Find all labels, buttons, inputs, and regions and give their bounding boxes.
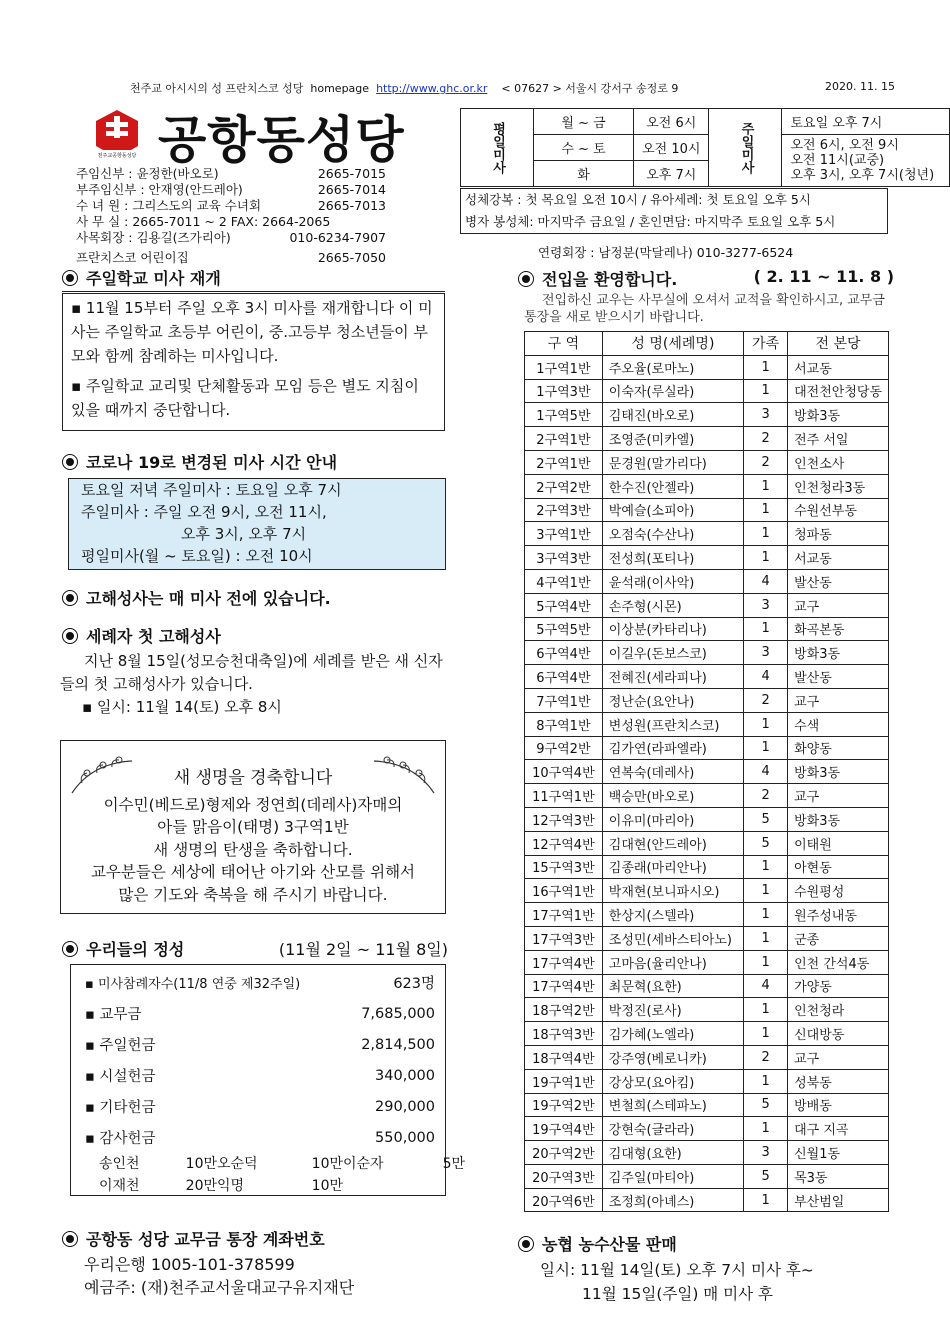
farm-sale-date: 일시: 11월 14일(토) 오후 7시 미사 후~ <box>540 1261 814 1279</box>
table-cell: 5 <box>744 807 788 831</box>
table-cell: 1 <box>744 474 788 498</box>
section-welcome: 전입을 환영합니다. ( 2. 11 ~ 11. 8 ) <box>518 267 894 290</box>
welcome-intro: 전입하신 교우는 사무실에 오셔서 교적을 확인하시고, 교무금 통장을 새로 받으시기 바랍니다. <box>524 293 885 325</box>
table-cell: 청파동 <box>788 522 889 546</box>
table-row <box>525 998 889 1022</box>
table-cell: 12구역3반 <box>525 807 603 831</box>
table-cell: 4구역1반 <box>525 569 603 593</box>
sunday-school-notice: ▪ 11월 15부터 주일 오후 3시 미사를 재개합니다 이 미사는 주일학교 초등부 어린이, 중.고등부 청소년들이 부모와 함께 참례하는 미사입니다. ▪ 주일학교 교리및 단체활동과 모임 등은 별도 지침이 있을 때까지 중단합니다. <box>62 293 445 431</box>
table-cell: 목3동 <box>788 1164 889 1188</box>
table-cell: 6구역4반 <box>525 665 603 689</box>
table-row <box>525 760 889 784</box>
table-row <box>525 593 889 617</box>
staff-list <box>76 166 386 266</box>
table-cell: 1 <box>744 950 788 974</box>
table-cell: 김태진(바오로) <box>602 403 743 427</box>
table-cell: 2구역1반 <box>525 450 603 474</box>
table-cell: 발산동 <box>788 665 889 689</box>
offering-row: ▪ 시설헌금 340,000 <box>85 1067 435 1085</box>
table-row <box>525 1141 889 1165</box>
table-cell: 대전천안청당동 <box>788 379 889 403</box>
table-row <box>525 974 889 998</box>
offering-row: ▪ 주일헌금 2,814,500 <box>85 1036 435 1054</box>
table-cell: 부산범일 <box>788 1188 889 1212</box>
table-cell: 2구역1반 <box>525 427 603 451</box>
table-cell: 2 <box>744 450 788 474</box>
table-row <box>525 855 889 879</box>
table-cell: 3 <box>744 641 788 665</box>
section-offering: 우리들의 정성 (11월 2일 ~ 11월 8일) <box>62 937 448 960</box>
table-cell: 방배동 <box>788 1093 889 1117</box>
table-cell: 문경원(말가리다) <box>602 450 743 474</box>
top-info-line <box>130 80 895 96</box>
table-row <box>525 498 889 522</box>
table-cell: 정난순(요안나) <box>602 688 743 712</box>
flower-ornament-icon <box>67 753 137 803</box>
table-cell: 1 <box>744 1117 788 1141</box>
table-cell: 손주형(시몬) <box>602 593 743 617</box>
table-row <box>525 1022 889 1046</box>
new-members-table: 구 역 성 명(세례명) 가족 전 본당 1구역1반 주오율(로마노) 1 서교동 1구역3반 이숙자(루실라) 1 대전천안청당동 1구역5반 김태진(바오로) 3 방화3동 2구역1반 조영준(미카엘) 2 전주 서일 2구역1반 문경원(말가리다) 2 인천소사 2구역2반 한수진(안젤라) 1 인천청라3동 2구역3반 박예슬(소피아) 1 수원선부동 3구역1반 오점숙(수산나) 1 청파동 3구역3반 전성희(포티나) 1 서교동 4구역1반 윤석래(이사악) 4 발산동 5구역4반 손주형(시몬) 3 교구 5구역5반 이상분(카타리나) 1 화곡본동 6구역4반 이길우(돈보스코) 3 방화3동 6구역4반 전혜진(세라피나) 4 발산동 7구역1반 정난순(요안나) 2 교구 8구역1반 변성원(프란치스코) 1 수색 9구역2반 김가연(라파엘라) 1 화양동 10구역4반 연복숙(데레사) 4 방화3동 11구역1반 백승만(바오로) 2 교구 12구역3반 이유미(마리아) 5 방화3동 12구역4반 김대현(안드레아) 5 이태원 15구역3반 김종래(마리안나) 1 아현동 16구역1반 박재현(보니파시오) 1 수원평성 17구역1반 한상지(스텔라) 1 원주성내동 17구역3반 조성민(세바스티아노) 1 군종 17구역4반 고마음(율리안나) 1 인천 간석4동 17구역4반 최문혁(요한) 4 가양동 18구역2반 박정진(로사) 1 인천청라 18구역3반 김가혜(노엘라) 1 신대방동 18구역4반 강주영(베로니카) 2 교구 19구역1반 강상모(요아킴) 1 성북동 19구역2반 변철희(스테파노) 5 방배동 19구역4반 강현숙(글라라) 1 대구 지곡 20구역2반 김대형(요한) 3 신월1동 20구역3반 김주일(마티아) 5 목3동 20구역6반 조정희(아녜스) 1 부산범일 <box>524 331 889 1212</box>
table-cell: 방화3동 <box>788 760 889 784</box>
table-cell: 서교동 <box>788 355 889 379</box>
table-cell: 이길우(돈보스코) <box>602 641 743 665</box>
table-cell: 교구 <box>788 784 889 808</box>
table-cell: 1 <box>744 617 788 641</box>
account-holder: 예금주: (재)천주교서울대교구유지재단 <box>84 1278 355 1297</box>
table-cell: 20구역2반 <box>525 1141 603 1165</box>
table-cell: 1구역3반 <box>525 379 603 403</box>
table-cell: 7구역1반 <box>525 688 603 712</box>
table-row <box>525 1164 889 1188</box>
table-cell: 김대현(안드레아) <box>602 831 743 855</box>
table-row <box>525 641 889 665</box>
table-cell: 교구 <box>788 593 889 617</box>
table-row <box>525 665 889 689</box>
table-cell: 조정희(아녜스) <box>602 1188 743 1212</box>
table-cell: 화곡본동 <box>788 617 889 641</box>
table-cell: 김종래(마리안나) <box>602 855 743 879</box>
table-cell: 1 <box>744 1022 788 1046</box>
table-cell: 1 <box>744 736 788 760</box>
table-row <box>525 450 889 474</box>
offering-row: ▪ 미사참례자수(11/8 연중 제32주일) 623명 <box>85 976 435 992</box>
table-cell: 전주 서일 <box>788 427 889 451</box>
table-cell: 16구역1반 <box>525 879 603 903</box>
covid-mass-box: 토요일 저녁 주일미사 : 토요일 오후 7시 주일미사 : 주일 오전 9시, 오전 11시, 오후 3시, 오후 7시 평일미사(월 ~ 토요일) : 오전 10시 <box>68 478 446 570</box>
table-cell: 변성원(프란치스코) <box>602 712 743 736</box>
table-cell: 전혜진(세라피나) <box>602 665 743 689</box>
table-cell: 1 <box>744 355 788 379</box>
table-row <box>525 1117 889 1141</box>
table-cell: 2 <box>744 427 788 451</box>
bullet-circle-icon <box>62 941 78 957</box>
table-row <box>525 1045 889 1069</box>
table-cell: 이숙자(루실라) <box>602 379 743 403</box>
table-cell: 1 <box>744 926 788 950</box>
section-first-confession: 세례자 첫 고해성사 <box>62 624 221 647</box>
table-cell: 수원선부동 <box>788 498 889 522</box>
section-sunday-school: 주일학교 미사 재개 <box>62 266 445 292</box>
staff-row: 프란치스코 어린이집 2665-7050 <box>76 250 386 265</box>
first-confession-date: ▪ 일시: 11월 14(토) 오후 8시 <box>82 698 282 716</box>
table-cell: 한수진(안젤라) <box>602 474 743 498</box>
mass-schedule-table: 평일미사 월 ~ 금 오전 6시 주일미사 토요일 오후 7시 수 ~ 토 오전 10시 오전 6시, 오전 9시 오전 11시(교중) 오후 3시, 오후 7시(청년) 화 오후 7시 <box>460 108 950 187</box>
table-cell: 4 <box>744 569 788 593</box>
table-cell: 3 <box>744 593 788 617</box>
table-cell: 11구역1반 <box>525 784 603 808</box>
table-cell: 이유미(마리아) <box>602 807 743 831</box>
table-cell: 강현숙(글라라) <box>602 1117 743 1141</box>
table-cell: 이상분(카타리나) <box>602 617 743 641</box>
table-cell: 15구역3반 <box>525 855 603 879</box>
table-cell: 방화3동 <box>788 807 889 831</box>
staff-row: 주임신부 : 윤정한(바오로) 2665-7015 <box>76 166 386 181</box>
table-cell: 1 <box>744 1188 788 1212</box>
logo-caption: 천주교공항동성당 <box>97 153 137 159</box>
table-cell: 4 <box>744 974 788 998</box>
homepage-link[interactable]: http://www.ghc.or.kr <box>376 82 488 95</box>
table-cell: 인천 간석4동 <box>788 950 889 974</box>
table-cell: 백승만(바오로) <box>602 784 743 808</box>
offering-box <box>70 964 465 1196</box>
farm-sale-date-2: 11월 15일(주일) 매 미사 후 <box>582 1285 774 1303</box>
table-row <box>525 879 889 903</box>
offering-row: ▪ 교무금 7,685,000 <box>85 1005 435 1023</box>
table-cell: 1 <box>744 546 788 570</box>
bullet-circle-icon <box>518 271 534 287</box>
table-cell: 신월1동 <box>788 1141 889 1165</box>
first-confession-body: 지난 8월 15일(성모승천대축일)에 세례를 받은 새 신자들의 첫 고해성사가 있습니다. <box>60 652 443 693</box>
offering-row: ▪ 기타헌금 290,000 <box>85 1098 435 1116</box>
table-cell: 5 <box>744 1164 788 1188</box>
issue-date: 2020. 11. 15 <box>825 80 895 93</box>
table-cell: 17구역3반 <box>525 926 603 950</box>
table-cell: 강주영(베로니카) <box>602 1045 743 1069</box>
table-row <box>525 569 889 593</box>
table-cell: 고마음(율리안나) <box>602 950 743 974</box>
table-row <box>525 736 889 760</box>
table-row <box>525 784 889 808</box>
table-cell: 12구역4반 <box>525 831 603 855</box>
section-confession: 고해성사는 매 미사 전에 있습니다. <box>62 586 331 609</box>
staff-row: 사목회장 : 김용길(즈가리아) 010-6234-7907 <box>76 230 386 245</box>
table-row <box>525 903 889 927</box>
table-row <box>525 1188 889 1212</box>
table-cell: 오점숙(수산나) <box>602 522 743 546</box>
table-row <box>525 1093 889 1117</box>
staff-row: 부주임신부 : 안재영(안드레아) 2665-7014 <box>76 182 386 197</box>
table-cell: 3 <box>744 403 788 427</box>
bullet-circle-icon <box>62 270 78 286</box>
funeral-president: 연령회장 : 남정분(막달레나) 010-3277-6524 <box>538 245 794 260</box>
parish-logo-icon <box>94 108 140 160</box>
table-cell: 조성민(세바스티아노) <box>602 926 743 950</box>
table-row <box>525 712 889 736</box>
table-cell: 19구역2반 <box>525 1093 603 1117</box>
table-cell: 2 <box>744 784 788 808</box>
bank-account: 우리은행 1005-101-378599 <box>84 1255 295 1274</box>
table-cell: 3 <box>744 1141 788 1165</box>
table-cell: 김대형(요한) <box>602 1141 743 1165</box>
table-cell: 5 <box>744 1093 788 1117</box>
parish-line: 천주교 아시시의 성 프란치스코 성당 <box>130 82 304 95</box>
table-cell: 2구역3반 <box>525 498 603 522</box>
bullet-circle-icon <box>62 590 78 606</box>
page-title: 공항동성당 <box>158 111 405 169</box>
table-cell: 최문혁(요한) <box>602 974 743 998</box>
table-cell: 17구역1반 <box>525 903 603 927</box>
table-cell: 1 <box>744 903 788 927</box>
table-cell: 9구역2반 <box>525 736 603 760</box>
offering-row: ▪ 감사헌금 550,000 <box>85 1129 435 1147</box>
table-cell: 10구역4반 <box>525 760 603 784</box>
table-cell: 김가연(라파엘라) <box>602 736 743 760</box>
table-cell: 1 <box>744 712 788 736</box>
flower-ornament-icon <box>369 753 439 803</box>
table-cell: 3구역1반 <box>525 522 603 546</box>
table-cell: 1 <box>744 1069 788 1093</box>
table-cell: 6구역4반 <box>525 641 603 665</box>
section-covid-mass: 코로나 19로 변경된 미사 시간 안내 <box>62 450 337 473</box>
table-cell: 인천청라 <box>788 998 889 1022</box>
table-row <box>525 546 889 570</box>
table-cell: 강상모(요아킴) <box>602 1069 743 1093</box>
table-cell: 2 <box>744 1045 788 1069</box>
table-cell: 군종 <box>788 926 889 950</box>
table-cell: 전성희(포티나) <box>602 546 743 570</box>
homepage-label: homepage <box>310 82 370 95</box>
birth-celebration-box: 새 생명을 경축합니다 이수민(베드로)형제와 정연희(데레사)자매의 아들 맑음이(태명) 3구역1반 새 생명의 탄생을 축하합니다. 교우분들은 세상에 태어난 아기와 산모를 위해서 많은 기도와 축복을 해 주시기 바랍니다. <box>60 740 446 914</box>
table-cell: 1 <box>744 379 788 403</box>
table-cell: 20구역6반 <box>525 1188 603 1212</box>
table-cell: 18구역4반 <box>525 1045 603 1069</box>
table-cell: 8구역1반 <box>525 712 603 736</box>
section-farm-sale: 농협 농수산물 판매 <box>518 1232 677 1255</box>
table-cell: 19구역1반 <box>525 1069 603 1093</box>
table-cell: 서교동 <box>788 546 889 570</box>
sacrament-notes: 성체강복 : 첫 목요일 오전 10시 / 유아세례: 첫 토요일 오후 5시 병자 봉성체: 마지막주 금요일 / 혼인면담: 마지막주 토요일 오후 5시 <box>460 188 888 234</box>
table-cell: 박재현(보니파시오) <box>602 879 743 903</box>
table-cell: 교구 <box>788 1045 889 1069</box>
table-cell: 한상지(스텔라) <box>602 903 743 927</box>
table-row <box>525 1069 889 1093</box>
table-row <box>525 474 889 498</box>
table-cell: 인천청라3동 <box>788 474 889 498</box>
table-cell: 4 <box>744 760 788 784</box>
table-cell: 대구 지곡 <box>788 1117 889 1141</box>
sunday-mass-times: 오전 6시, 오전 9시 오전 11시(교중) 오후 3시, 오후 7시(청년) <box>782 135 950 187</box>
table-cell: 박예슬(소피아) <box>602 498 743 522</box>
table-cell: 18구역2반 <box>525 998 603 1022</box>
staff-row: 수 녀 원 : 그리스도의 교육 수녀회 2665-7013 <box>76 198 386 213</box>
table-row <box>525 379 889 403</box>
table-row <box>525 807 889 831</box>
table-cell: 박정진(로사) <box>602 998 743 1022</box>
table-cell: 17구역4반 <box>525 974 603 998</box>
table-cell: 5구역5반 <box>525 617 603 641</box>
bullet-circle-icon <box>518 1236 534 1252</box>
table-cell: 5구역4반 <box>525 593 603 617</box>
table-cell: 수원평성 <box>788 879 889 903</box>
table-cell: 20구역3반 <box>525 1164 603 1188</box>
table-cell: 4 <box>744 665 788 689</box>
table-cell: 가양동 <box>788 974 889 998</box>
table-cell: 19구역4반 <box>525 1117 603 1141</box>
table-cell: 5 <box>744 831 788 855</box>
bullet-circle-icon <box>62 454 78 470</box>
table-cell: 이태원 <box>788 831 889 855</box>
table-cell: 1구역5반 <box>525 403 603 427</box>
table-cell: 2 <box>744 688 788 712</box>
table-cell: 아현동 <box>788 855 889 879</box>
table-cell: 원주성내동 <box>788 903 889 927</box>
table-row <box>525 355 889 379</box>
table-cell: 윤석래(이사악) <box>602 569 743 593</box>
table-cell: 인천소사 <box>788 450 889 474</box>
table-cell: 1구역1반 <box>525 355 603 379</box>
section-account: 공항동 성당 교무금 통장 계좌번호 <box>62 1227 325 1250</box>
weekday-mass-label: 평일미사 <box>461 109 534 187</box>
staff-row: 사 무 실 : 2665-7011 ~ 2 FAX: 2664-2065 <box>76 214 331 229</box>
bullet-circle-icon <box>62 1231 78 1247</box>
table-cell: 성북동 <box>788 1069 889 1093</box>
table-row <box>525 926 889 950</box>
table-cell: 연복숙(데레사) <box>602 760 743 784</box>
table-row <box>525 688 889 712</box>
table-cell: 2구역2반 <box>525 474 603 498</box>
table-row <box>525 950 889 974</box>
address: < 07627 > 서울시 강서구 송정로 9 <box>501 82 679 95</box>
table-cell: 1 <box>744 522 788 546</box>
table-cell: 1 <box>744 998 788 1022</box>
table-cell: 주오율(로마노) <box>602 355 743 379</box>
table-cell: 화양동 <box>788 736 889 760</box>
table-row <box>525 831 889 855</box>
bullet-circle-icon <box>62 628 78 644</box>
table-cell: 1 <box>744 855 788 879</box>
table-cell: 17구역4반 <box>525 950 603 974</box>
table-cell: 1 <box>744 498 788 522</box>
table-cell: 수색 <box>788 712 889 736</box>
table-row <box>525 617 889 641</box>
table-cell: 18구역3반 <box>525 1022 603 1046</box>
table-cell: 3구역3반 <box>525 546 603 570</box>
table-row <box>525 522 889 546</box>
table-cell: 1 <box>744 879 788 903</box>
thanks-donors: 송인천 10만 오순덕 10만 이순자 5만 이재천 20만 익명 10만 <box>99 1156 465 1194</box>
table-cell: 조영준(미카엘) <box>602 427 743 451</box>
sunday-mass-label: 주일미사 <box>709 109 782 187</box>
table-row <box>525 403 889 427</box>
table-cell: 김가혜(노엘라) <box>602 1022 743 1046</box>
table-cell: 방화3동 <box>788 403 889 427</box>
table-cell: 신대방동 <box>788 1022 889 1046</box>
table-cell: 변철희(스테파노) <box>602 1093 743 1117</box>
table-row <box>525 427 889 451</box>
table-cell: 김주일(마티아) <box>602 1164 743 1188</box>
table-cell: 교구 <box>788 688 889 712</box>
table-cell: 방화3동 <box>788 641 889 665</box>
table-cell: 발산동 <box>788 569 889 593</box>
